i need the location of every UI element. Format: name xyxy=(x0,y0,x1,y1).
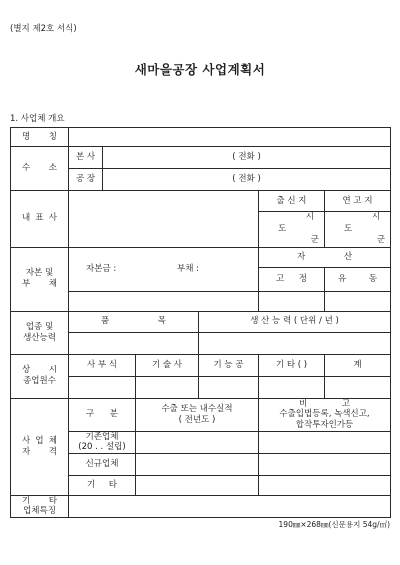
hometown-county-label: 군 xyxy=(376,235,386,245)
form-number-label: (별지 제2호 서식) xyxy=(10,24,77,34)
factory-address-cell xyxy=(103,169,391,191)
hometown-city-label: 시 xyxy=(371,212,381,222)
features-label-line2: 업체특징 xyxy=(23,506,56,516)
current-assets-label-cell xyxy=(325,267,391,291)
company-name-value xyxy=(69,128,391,147)
table-row xyxy=(11,128,391,147)
existing-business-label-cell xyxy=(69,431,136,453)
origin-county-label: 군 xyxy=(310,235,319,245)
features-label-cell xyxy=(11,495,69,517)
address-label: 수 소 xyxy=(22,163,57,173)
employees-office-label: 사 부 식 xyxy=(69,354,136,376)
employees-label-line2: 종업원수 xyxy=(23,376,56,386)
remarks-label-cell xyxy=(259,398,391,431)
qualification-label-line2: 자 격 xyxy=(22,446,57,457)
category-label-cell xyxy=(69,398,136,431)
other-business-label: 기 타 xyxy=(87,479,117,490)
employees-label-cell xyxy=(11,354,69,398)
employees-technician-label: 기 능 공 xyxy=(199,354,259,376)
representative-label: 내 표 사 xyxy=(22,213,57,224)
existing-business-performance-value xyxy=(136,431,259,453)
fixed-assets-value xyxy=(259,291,325,311)
factory-label: 공 장 xyxy=(69,169,103,191)
capital-amount-label: 자본금 : xyxy=(86,263,117,274)
origin-city-label: 시 xyxy=(305,212,314,222)
capital-debt-cell xyxy=(69,247,259,291)
existing-business-remarks-value xyxy=(259,431,391,453)
head-office-label: 본 사 xyxy=(69,147,103,169)
other-business-label-cell xyxy=(69,475,136,495)
performance-label-line1: 수출 또는 내수실적 xyxy=(161,403,233,414)
employees-other-label: 기 타 ( ) xyxy=(259,354,325,376)
table-row xyxy=(11,398,391,431)
industry-label-cell xyxy=(11,311,69,354)
remarks-note-line2: 합작투자인가등 xyxy=(295,419,354,430)
current-assets-value xyxy=(325,291,391,311)
current-assets-label: 유 동 xyxy=(338,273,378,284)
employees-total-value xyxy=(325,376,391,398)
item-label: 품 목 xyxy=(101,316,166,326)
debt-amount-label: 부채 : xyxy=(177,263,199,274)
other-business-performance-value xyxy=(136,475,259,495)
employees-other-value xyxy=(259,376,325,398)
performance-label-line2: ( 전년도 ) xyxy=(178,414,216,425)
address-label-cell xyxy=(11,147,69,191)
capacity-label: 생 산 능 력 ( 단위 / 년 ) xyxy=(199,311,391,332)
employees-label-line1: 상 시 xyxy=(22,365,57,375)
assets-label-cell xyxy=(259,247,391,267)
section-heading: 1. 사업체 개요 xyxy=(10,114,65,124)
table-row xyxy=(11,147,391,169)
factory-phone-label: ( 전화 ) xyxy=(232,174,261,184)
industry-label-line1: 업종 및 xyxy=(25,321,54,332)
employees-engineer-value xyxy=(136,376,199,398)
table-row xyxy=(11,354,391,376)
representative-value xyxy=(69,191,259,248)
features-label-line1: 기 타 xyxy=(22,495,57,506)
existing-business-founded-label: (20 . . 설립) xyxy=(78,442,126,452)
origin-location-cell xyxy=(259,212,325,248)
capital-debt-value xyxy=(69,291,259,311)
origin-province-label: 도 xyxy=(278,223,287,234)
category-label: 구 분 xyxy=(86,409,118,419)
representative-label-cell xyxy=(11,191,69,248)
fixed-assets-label-cell xyxy=(259,267,325,291)
employees-technician-value xyxy=(199,376,259,398)
hometown-province-label: 도 xyxy=(344,223,353,234)
new-business-performance-value xyxy=(136,453,259,475)
item-label-cell xyxy=(69,311,199,332)
origin-label: 출 신 지 xyxy=(259,191,325,212)
new-business-label: 신규업체 xyxy=(69,453,136,475)
capital-label-line2: 부 채 xyxy=(22,279,57,289)
new-business-remarks-value xyxy=(259,453,391,475)
capital-label-cell xyxy=(11,247,69,311)
remarks-label: 비 고 xyxy=(299,398,351,409)
qualification-label-line1: 사 업 체 xyxy=(22,435,57,446)
company-name-label: 명 칭 xyxy=(22,131,57,142)
employees-total-label: 계 xyxy=(325,354,391,376)
performance-label-cell xyxy=(136,398,259,431)
head-office-address-cell xyxy=(103,147,391,169)
assets-label: 자 산 xyxy=(297,251,353,262)
item-value xyxy=(69,332,199,354)
existing-business-label: 기존업체 xyxy=(85,431,119,442)
table-row xyxy=(11,495,391,517)
other-business-remarks-value xyxy=(259,475,391,495)
employees-engineer-label: 기 술 사 xyxy=(136,354,199,376)
table-row xyxy=(11,191,391,212)
head-office-phone-label: ( 전화 ) xyxy=(232,152,261,162)
industry-label-line2: 생산능력 xyxy=(23,332,56,343)
business-overview-table xyxy=(10,127,391,518)
capacity-value xyxy=(199,332,391,354)
employees-office-value xyxy=(69,376,136,398)
table-row xyxy=(11,247,391,267)
company-name-label-cell xyxy=(11,128,69,147)
hometown-label: 연 고 지 xyxy=(325,191,391,212)
qualification-label-cell xyxy=(11,398,69,495)
table-row xyxy=(11,311,391,332)
paper-spec-footer: 190㎜×268㎜(신문용지 54g/㎡) xyxy=(278,520,390,529)
remarks-note-line1: 수출입법등록, 녹색신고, xyxy=(279,409,370,420)
document-title: 새마을공장 사업계획서 xyxy=(134,62,266,77)
hometown-location-cell xyxy=(325,212,391,248)
fixed-assets-label: 고 정 xyxy=(276,273,307,284)
features-value xyxy=(69,495,391,517)
capital-label-line1: 자본 및 xyxy=(25,268,54,278)
